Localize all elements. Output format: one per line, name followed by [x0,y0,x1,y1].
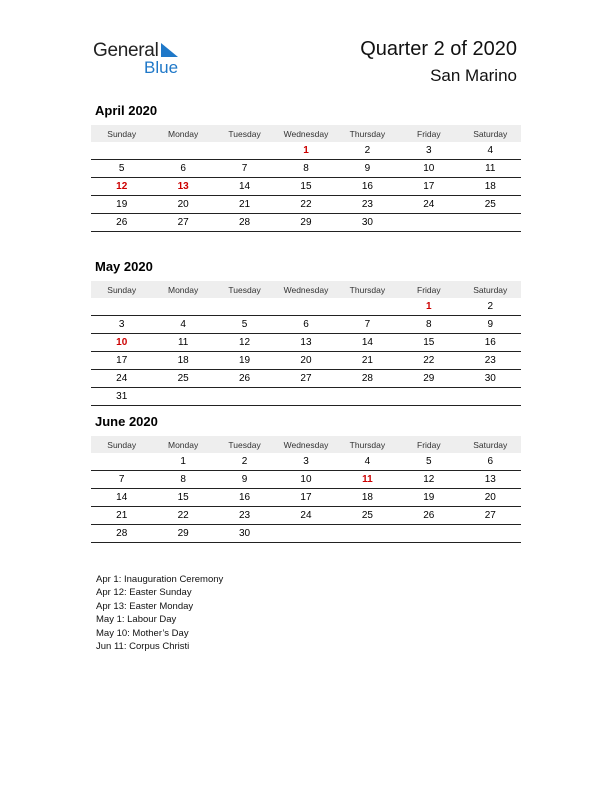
weekday-header: Thursday [337,125,398,142]
day-cell: 19 [214,352,275,370]
brand-word-blue: Blue [144,58,179,77]
brand-logo [93,40,193,80]
holiday-note: Apr 1: Inauguration Ceremony [96,574,224,585]
day-cell: 20 [275,352,336,370]
week-row [91,507,521,525]
day-cell: 18 [337,489,398,507]
day-cell: 20 [152,196,213,214]
day-cell [152,388,213,406]
holiday-note: Apr 13: Easter Monday [96,600,194,612]
day-cell: 30 [460,370,521,388]
day-cell: 26 [91,214,152,232]
day-cell: 17 [91,352,152,370]
holiday-note: Jun 11: Corpus Christi [96,641,190,653]
day-cell: 9 [214,471,275,489]
day-cell: 19 [91,196,152,214]
weekday-header: Wednesday [275,436,336,453]
day-cell: 7 [91,471,152,489]
weekday-header: Wednesday [275,125,336,142]
day-cell: 16 [460,334,521,352]
day-cell: 13 [460,471,521,489]
day-cell: 12 [214,334,275,352]
month-title: May 2020 [95,259,153,274]
day-cell: 28 [214,214,275,232]
day-cell: 17 [398,178,459,196]
week-row [91,334,521,352]
week-row [91,525,521,543]
day-cell: 1 [275,142,336,160]
holiday-note: May 1: Labour Day [96,614,177,626]
day-cell [337,388,398,406]
day-cell: 13 [275,334,336,352]
day-cell: 27 [460,507,521,525]
day-cell: 8 [152,471,213,489]
day-cell [214,298,275,316]
day-cell [275,525,336,543]
page-title: Quarter 2 of 2020 [360,38,517,60]
day-cell: 10 [398,160,459,178]
day-cell: 4 [460,142,521,160]
week-row [91,453,521,471]
country-name: San Marino [430,66,517,85]
day-cell: 4 [337,453,398,471]
calendar-table [91,125,521,232]
day-cell: 3 [91,316,152,334]
week-row [91,142,521,160]
calendar-table [91,436,521,543]
day-cell: 20 [460,489,521,507]
day-cell: 23 [337,196,398,214]
day-cell: 22 [398,352,459,370]
week-row [91,352,521,370]
day-cell: 14 [337,334,398,352]
day-cell [460,388,521,406]
day-cell [91,142,152,160]
day-cell: 26 [214,370,275,388]
day-cell: 24 [275,507,336,525]
week-row [91,388,521,406]
day-cell: 12 [91,178,152,196]
week-row [91,214,521,232]
week-row [91,196,521,214]
day-cell: 11 [152,334,213,352]
holiday-note: Apr 12: Easter Sunday [96,587,192,599]
day-cell: 2 [337,142,398,160]
weekday-header: Sunday [91,281,152,298]
weekday-header-row [91,281,521,298]
day-cell: 31 [91,388,152,406]
week-row [91,489,521,507]
day-cell: 14 [214,178,275,196]
day-cell [214,388,275,406]
day-cell: 29 [152,525,213,543]
weekday-header: Friday [398,125,459,142]
day-cell: 16 [337,178,398,196]
day-cell: 30 [214,525,275,543]
day-cell: 3 [275,453,336,471]
day-cell: 22 [275,196,336,214]
day-cell: 23 [214,507,275,525]
holiday-note: May 10: Mother’s Day [96,627,189,639]
weekday-header: Thursday [337,436,398,453]
weekday-header: Tuesday [214,281,275,298]
day-cell: 5 [91,160,152,178]
day-cell: 25 [337,507,398,525]
day-cell: 30 [337,214,398,232]
weekday-header-row [91,125,521,142]
day-cell: 6 [152,160,213,178]
weekday-header: Saturday [460,281,521,298]
day-cell: 22 [152,507,213,525]
day-cell: 17 [275,489,336,507]
week-row [91,160,521,178]
weekday-header: Friday [398,436,459,453]
day-cell [398,388,459,406]
day-cell: 10 [275,471,336,489]
weekday-header: Sunday [91,436,152,453]
day-cell: 23 [460,352,521,370]
day-cell: 21 [214,196,275,214]
day-cell: 21 [337,352,398,370]
weekday-header: Thursday [337,281,398,298]
day-cell [275,298,336,316]
day-cell: 13 [152,178,213,196]
day-cell: 12 [398,471,459,489]
weekday-header-row [91,436,521,453]
holiday-notes [96,573,223,653]
day-cell: 6 [460,453,521,471]
day-cell: 8 [398,316,459,334]
weekday-header: Sunday [91,125,152,142]
day-cell: 25 [460,196,521,214]
weekday-header: Wednesday [275,281,336,298]
month-june [91,414,521,543]
day-cell: 1 [398,298,459,316]
day-cell: 15 [152,489,213,507]
week-row [91,316,521,334]
day-cell: 8 [275,160,336,178]
brand-word-general: General [93,40,159,61]
day-cell: 29 [275,214,336,232]
day-cell [152,298,213,316]
month-title: April 2020 [95,103,158,118]
day-cell: 7 [337,316,398,334]
weekday-header: Tuesday [214,125,275,142]
day-cell: 3 [398,142,459,160]
day-cell: 2 [460,298,521,316]
day-cell: 24 [398,196,459,214]
day-cell: 18 [152,352,213,370]
day-cell [460,214,521,232]
day-cell [337,525,398,543]
day-cell: 19 [398,489,459,507]
day-cell: 15 [275,178,336,196]
week-row [91,370,521,388]
day-cell [460,525,521,543]
day-cell [91,298,152,316]
weekday-header: Friday [398,281,459,298]
day-cell [337,298,398,316]
day-cell: 7 [214,160,275,178]
day-cell: 28 [337,370,398,388]
month-april [91,103,521,232]
calendar-table [91,281,521,406]
day-cell: 24 [91,370,152,388]
day-cell: 29 [398,370,459,388]
day-cell: 21 [91,507,152,525]
day-cell [398,525,459,543]
month-title: June 2020 [95,414,158,429]
day-cell: 11 [337,471,398,489]
weekday-header: Monday [152,436,213,453]
weekday-header: Tuesday [214,436,275,453]
day-cell: 5 [398,453,459,471]
day-cell: 25 [152,370,213,388]
day-cell: 26 [398,507,459,525]
day-cell: 14 [91,489,152,507]
day-cell: 2 [214,453,275,471]
week-row [91,471,521,489]
day-cell: 27 [152,214,213,232]
day-cell: 18 [460,178,521,196]
day-cell: 6 [275,316,336,334]
day-cell: 11 [460,160,521,178]
day-cell [398,214,459,232]
day-cell: 28 [91,525,152,543]
day-cell: 27 [275,370,336,388]
day-cell [152,142,213,160]
day-cell: 9 [460,316,521,334]
day-cell: 5 [214,316,275,334]
brand-triangle-icon [159,42,179,58]
day-cell: 1 [152,453,213,471]
day-cell [91,453,152,471]
week-row [91,298,521,316]
day-cell [214,142,275,160]
month-may [91,259,521,406]
day-cell: 4 [152,316,213,334]
weekday-header: Saturday [460,436,521,453]
day-cell: 9 [337,160,398,178]
weekday-header: Monday [152,125,213,142]
day-cell: 15 [398,334,459,352]
day-cell: 10 [91,334,152,352]
weekday-header: Monday [152,281,213,298]
week-row [91,178,521,196]
day-cell [275,388,336,406]
day-cell: 16 [214,489,275,507]
weekday-header: Saturday [460,125,521,142]
